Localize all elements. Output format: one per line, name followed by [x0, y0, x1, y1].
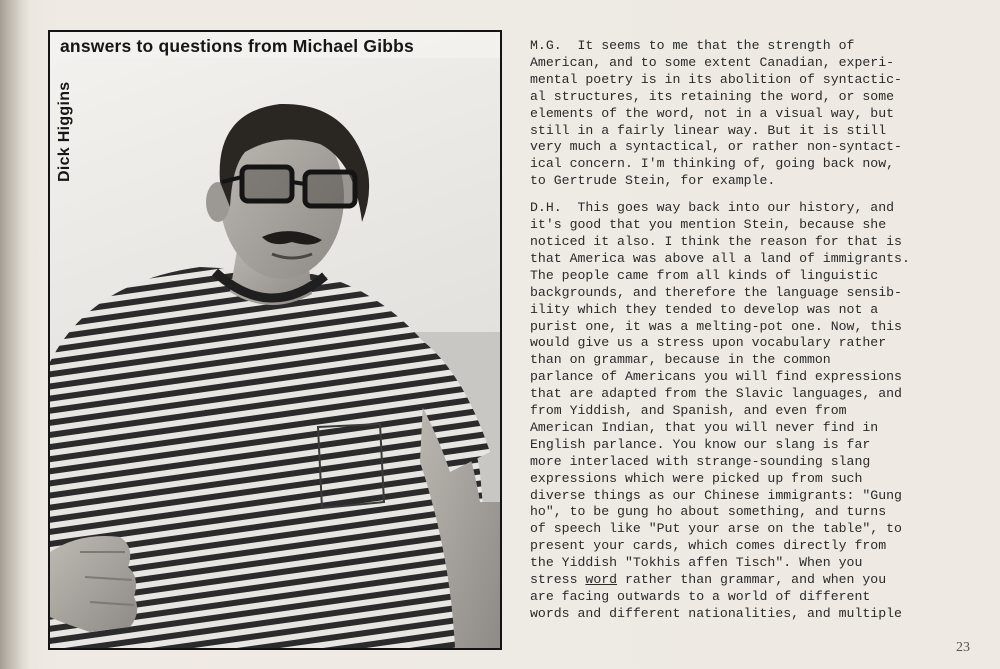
text-line: than on grammar, because in the common	[530, 352, 831, 368]
hand-on-hip	[50, 536, 137, 632]
text-line: ho", to be gung ho about something, and turns	[530, 504, 887, 520]
book-gutter-shadow	[0, 0, 30, 669]
text-line: present your cards, which comes directly from	[530, 538, 887, 554]
eyeglasses	[222, 167, 355, 206]
text-line: elements of the word, not in a visual way, but	[530, 105, 895, 121]
text-line: American Indian, that you will never find in	[530, 419, 879, 435]
text-line: that are adapted from the Slavic languages, and	[530, 386, 902, 402]
text-line: ility which they tended to develop was not a	[530, 301, 879, 317]
text-line: al structures, its retaining the word, or some	[530, 88, 895, 104]
paragraph-dh-answer	[530, 200, 970, 623]
text-line: parlance of Americans you will find expressions	[530, 369, 902, 385]
text-line: diverse things as our Chinese immigrants: "Gung	[530, 487, 902, 503]
text-line: very much a syntactical, or rather non-syntact-	[530, 139, 902, 155]
text-line: expressions which were picked up from such	[530, 470, 863, 486]
paragraph-mg-question	[530, 38, 970, 190]
text-line: noticed it also. I think the reason for that is	[530, 233, 902, 249]
text-line: English parlance. You know our slang is far	[530, 436, 871, 452]
text-line: M.G. It seems to me that the strength of	[530, 38, 855, 53]
text-fragment: stress	[530, 572, 586, 588]
text-line: from Yiddish, and Spanish, and even from	[530, 403, 847, 419]
portrait-photo	[48, 30, 502, 650]
text-line: more interlaced with strange-sounding slang	[530, 453, 871, 469]
text-line: still in a fairly linear way. But it is still	[530, 122, 887, 138]
text-line: the Yiddish "Tokhis affen Tisch". When you	[530, 555, 863, 571]
text-line: purist one, it was a melting-pot one. Now, this	[530, 318, 902, 334]
text-line: mental poetry is in its abolition of syntactic-	[530, 71, 902, 87]
text-line: D.H. This goes way back into our history, and	[530, 200, 895, 216]
text-line: of speech like "Put your arse on the table", to	[530, 521, 902, 537]
text-line: are facing outwards to a world of different	[530, 589, 871, 604]
text-line-underlined	[530, 572, 970, 589]
article-headline: answers to questions from Michael Gibbs	[60, 36, 414, 56]
portrait-figure	[50, 32, 500, 648]
underlined-word: word	[585, 572, 618, 588]
text-line: backgrounds, and therefore the language sensib-	[530, 284, 902, 300]
text-line: to Gertrude Stein, for example.	[530, 173, 776, 189]
interview-text-column	[530, 38, 970, 633]
page-number: 23	[956, 640, 970, 655]
text-line: words and different nationalities, and multiple	[530, 605, 902, 621]
text-line: that America was above all a land of immigrants.	[530, 250, 910, 266]
text-line: The people came from all kinds of linguistic	[530, 267, 879, 283]
text-line: ical concern. I'm thinking of, going back now,	[530, 156, 895, 172]
text-line: it's good that you mention Stein, because she	[530, 217, 887, 233]
text-line: American, and to some extent Canadian, experi-	[530, 54, 895, 70]
text-line: would give us a stress upon vocabulary rather	[530, 335, 887, 351]
author-byline: Dick Higgins	[56, 81, 73, 182]
text-fragment: rather than grammar, and when you	[617, 572, 887, 588]
